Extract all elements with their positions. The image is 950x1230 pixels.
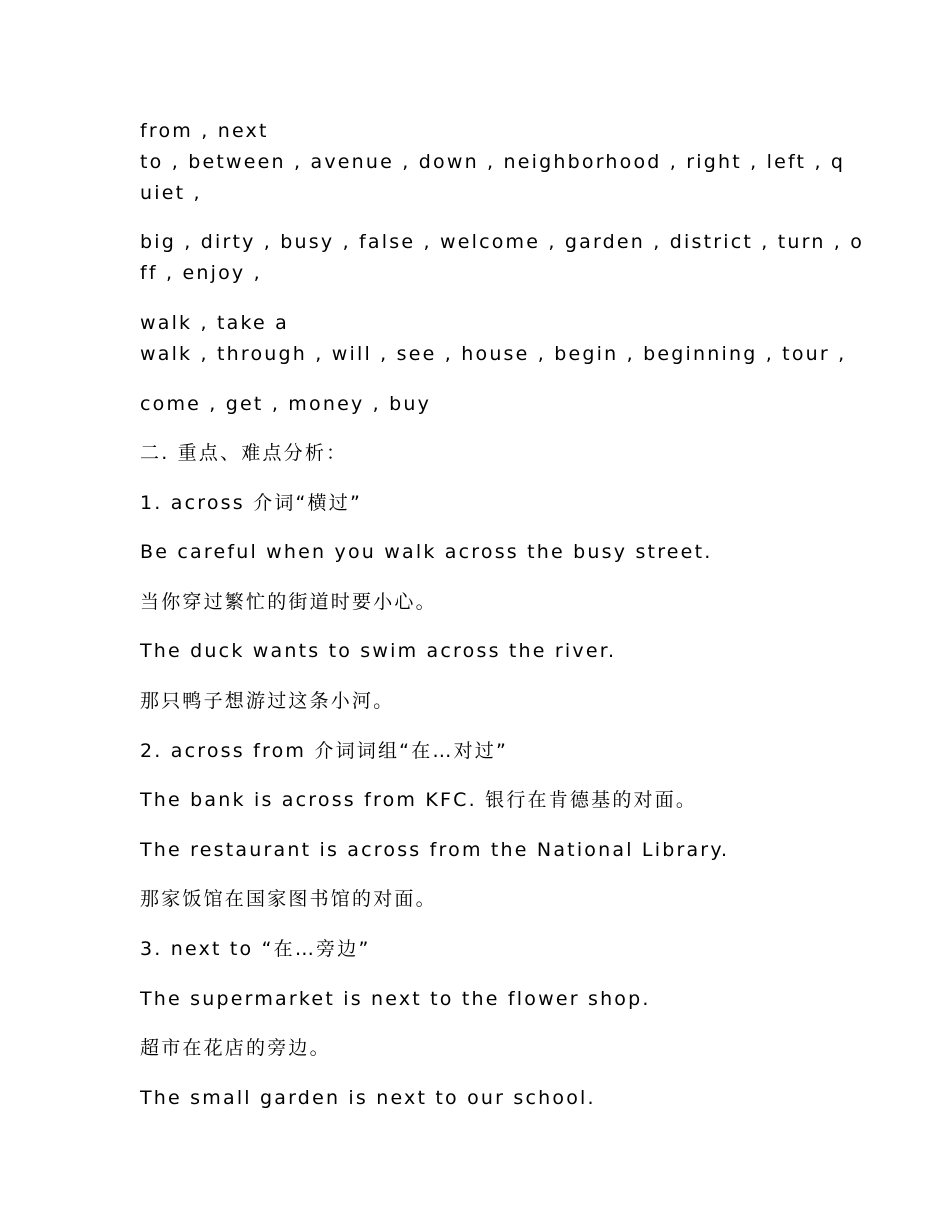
vocab-line-1: from , next <box>140 120 269 142</box>
example-sentence: The bank is across from KFC. 银行在肯德基的对面。 <box>140 789 698 811</box>
example-translation: 那家饭馆在国家图书馆的对面。 <box>140 888 437 910</box>
example-sentence: The duck wants to swim across the river. <box>140 640 617 662</box>
point-1-heading: 1. across 介词“横过” <box>140 492 362 514</box>
example-sentence: The restaurant is across from the National Library. <box>140 839 730 861</box>
example-sentence: Be careful when you walk across the busy street. <box>140 541 713 563</box>
example-sentence: The supermarket is next to the flower shop. <box>140 988 651 1010</box>
vocab-line-4: big , dirty , busy , false , welcome , garden , district , turn , o <box>140 231 865 253</box>
example-translation: 超市在花店的旁边。 <box>140 1037 331 1059</box>
vocab-line-3: uiet , <box>140 182 202 204</box>
example-translation: 当你穿过繁忙的街道时要小心。 <box>140 591 437 613</box>
vocab-line-7: walk , through , will , see , house , begin , beginning , tour , <box>140 343 847 365</box>
point-3-heading: 3. next to “在…旁边” <box>140 938 371 960</box>
vocab-line-6: walk , take a <box>140 312 289 334</box>
vocab-line-8: come , get , money , buy <box>140 393 432 415</box>
point-2-heading: 2. across from 介词词组“在…对过” <box>140 740 509 762</box>
example-sentence: The small garden is next to our school. <box>140 1087 596 1109</box>
example-translation: 那只鸭子想游过这条小河。 <box>140 690 395 712</box>
vocab-line-2: to , between , avenue , down , neighborhood , right , left , q <box>140 151 846 173</box>
section-heading: 二. 重点、难点分析： <box>140 442 348 464</box>
vocab-line-5: ff , enjoy , <box>140 262 262 284</box>
